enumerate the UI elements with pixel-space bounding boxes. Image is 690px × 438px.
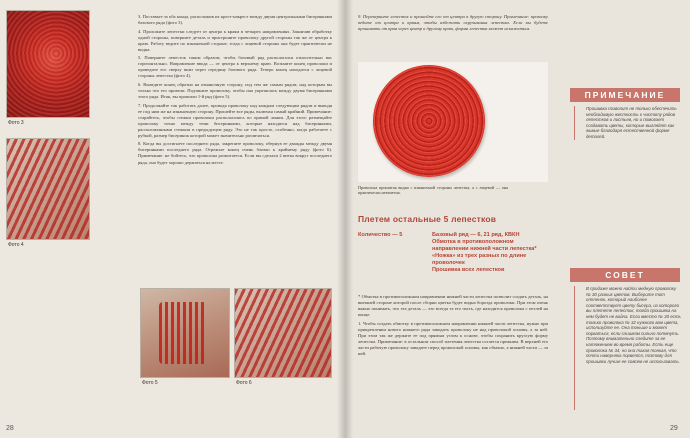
photo-4-image [6, 138, 90, 240]
spec-line: Базовый ряд — 6, 21 ряд, КВКН [432, 232, 520, 238]
spec-line: направлении нижней части лепестка* [432, 246, 537, 252]
page-number-left: 28 [6, 425, 14, 432]
step-6: 6. Выведите конец обратно на изнаночную сторону, под тем же самым рядом, над которым вы только что его провели. Подтяните проволоку, чтобы она укрепилась между двумя бисеринками этого ряда. Итак, вы прошили 1-й ряд (фото 5). [138, 81, 332, 100]
page-number-right: 29 [670, 425, 678, 432]
petal-photo [358, 62, 548, 182]
section-title: Плетем остальные 5 лепестков [358, 214, 497, 224]
quantity-label: Количество — 5 [358, 232, 403, 238]
beaded-petal-image [373, 65, 485, 177]
spec-line: «Ножка» из трех разных по длине [432, 253, 527, 259]
spec-line: Обмотка в противоположном [432, 239, 514, 245]
photo-3-caption: Фото 3 [8, 120, 24, 126]
note-text: Прошивка позволит не только обеспечить необходимую жесткость к чистоту рядов лепестков и листьев, но и помогает создавать цветы, которые выглядят как живые благодаря естественной форме деталей. [586, 106, 677, 139]
photo-3-image [6, 10, 90, 118]
body-column [358, 294, 548, 359]
step-8: 8. Когда вы достигнете последнего ряда, закрепите проволоку, обернув ее дважды между двумя бисеринками последнего ряда. Отрежьте конец очень близко к крайнему ряду (фото 6). Примечание: не бойтесь, что проволока размотается. Если вы сделали 2 витка вокруг последнего ряда, она будет хорошо держаться на месте. [138, 141, 332, 165]
tip-text: В продаже можно найти медную проволоку № 30 разных цветов. Выберите тот оттенок, который наиболее соответствует цвету бисера, из которого вы плетете лепесток, тогда прошивка на нем будет не видна. Если вместо № 30 есть только проволока № 32 нужного вам цвета, используйте ее. Она тоньше и может порваться, если слишком сильно потянуть. Поэтому внимательно следите за ее натяжением во время работы. Есть еще проволока № 34, но она такая тонкая, что почти наверняка порвется, поэтому для прошивки лучше ее совсем не использовать. [586, 286, 681, 364]
petal-photo-caption: Проволока прошитая видна с изнаночной стороны лепестка, а с лицевой — она практически незаметна. [358, 185, 508, 196]
step-4: 4. Проложите лепестки следует от центра к краям в четырех направлениях. Закончив обработку одной стороны, поверните деталь и пристроните проволоку другой стороны так же от центра к краю. Работу ведите по изнаночной стороне, тогда с лицевой стороны она будет практически не видна. [138, 28, 332, 52]
spec-line: проволочек [432, 260, 465, 266]
spec-line: Прошивка всех лепестков [432, 267, 505, 273]
spec-list [432, 232, 552, 274]
tip-title: СОВЕТ [570, 268, 680, 282]
step-3: 3. Поставьте за оба конца, расположив их крест-накрест между двумя центральными бисеринками базового ряда (фото 3). [138, 14, 332, 26]
step-5: 5. Поверните лепесток таким образом, чтобы базовый ряд располагался относительно вас горизонтально. Направление ввода — от центра к верхнему краю. Возьмите конец проволоки и проведите его сверху вниз через середину базового ряда. Теперь конец находится с лицевой стороны лепестка (фото 4). [138, 55, 332, 79]
photo-6-caption: Фото 6 [236, 380, 252, 386]
photo-6-image [234, 288, 332, 378]
step-1-paragraph: 1. Чтобы создать обмотку в противоположном направлении нижней части лепестка, нужно при прикреплении нового нижнего ряда заводить проволоку не над проволокой основы, а за ней. При этом так же держите ее под прямым углом к основе, чтобы сохранить круглую форму лепестка. Примечание: в остальном способ плетения лепестка остается прежним. В верхней его части рабочую проволоку заводите перед проволокой основы, как обычно, а нижней части — за ней. [358, 320, 548, 356]
step-7: 7. Продолжайте так работать далее, проводя проволоку над каждым следующим рядом и выводя ее под ним же на изнаночную сторону. Прошейте все ряды, включая самый крайний. Примечание: старайтесь, чтобы стежки проволоки располагались по прямой линии. Для этого размещайте проволоку точно между теми бисеринками, которые находятся над бисеринками, расположенными стежком в предыдущем ряду. Это не так просто, особенно, когда работаете с рубкой, размер бисеринок которой может значительно различаться. [138, 102, 332, 138]
step-9: 9. Переверните лепесток и прошейте его от центра в другую сторону. Примечание: проволку ведите от центра к краям, чтобы избежать скручивания лепестка. Если вы будете прошивать от края через центр к другому краю, форма лепестка может искажаться. [358, 14, 548, 32]
tip-rule [574, 286, 575, 410]
note-rule [574, 106, 575, 140]
book-gutter [337, 0, 353, 438]
footnote-paragraph: * Обмотка в противоположном направлении нижней части лепестка позволит создать деталь, на внешней стороне которой после сборки цветка будет видна борозда проволоки. При этом очень важно понимать, что эта деталь — это всегда та его часть, где находится проволока с петлей на конце. [358, 294, 548, 318]
instruction-column [138, 14, 332, 168]
photo-4-caption: Фото 4 [8, 242, 24, 248]
photo-5-image [140, 288, 230, 378]
photo-5-caption: Фото 5 [142, 380, 158, 386]
note-title: ПРИМЕЧАНИЕ [570, 88, 680, 102]
